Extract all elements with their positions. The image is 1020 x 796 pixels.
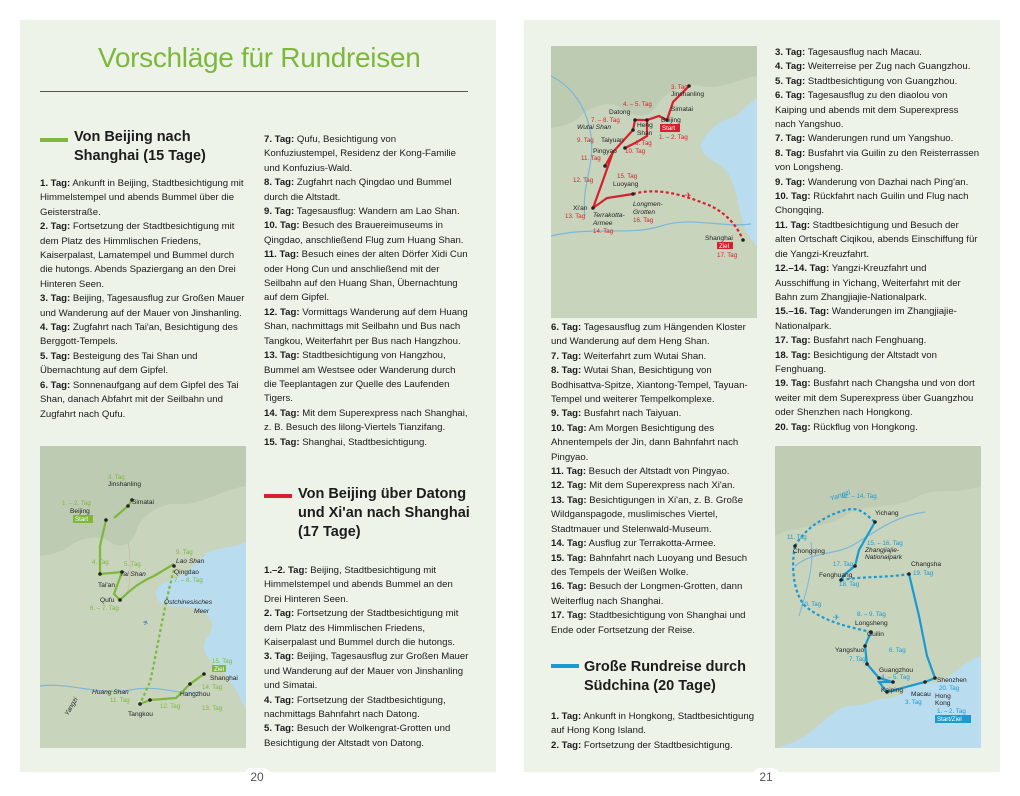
map2-wutai-day: 7. – 8. Tag xyxy=(591,117,620,124)
map3-fenghuang-day: 17. Tag xyxy=(833,561,854,568)
day-text: Besuch der Altstadt von Pingyao. xyxy=(586,466,730,478)
day-entry xyxy=(551,422,757,465)
map2-xian: Xi'an xyxy=(573,205,588,212)
route3-color-bar xyxy=(551,664,579,668)
map1-laoshan-day: 9. Tag xyxy=(176,549,193,556)
day-label: 7. Tag: xyxy=(264,134,295,145)
map1-ziel: Ziel xyxy=(214,666,224,673)
day-text: Busfahrt nach Changsha und von dort weiter mit dem Superexpress über Guangzhou oder Shenzhen nach Hongkong. xyxy=(775,378,975,419)
map1-qufu-day: 6. – 7. Tag xyxy=(90,605,119,612)
map1-beijing-day: 1. – 2. Tag xyxy=(62,500,91,507)
day-text: Fortsetzung der Stadtbesichtigung, nachmittags Bahnfahrt nach Datong. xyxy=(264,694,446,721)
day-label: 7. Tag: xyxy=(775,133,806,145)
map2-pingyao: Pingyao xyxy=(593,148,617,155)
map2-jinshanling-day: 3. Tag xyxy=(671,84,688,91)
day-label: 9. Tag: xyxy=(551,408,582,420)
day-entry xyxy=(551,364,757,407)
route2-map-svg xyxy=(551,46,757,318)
day-entry xyxy=(775,262,981,305)
map2-shanghai: Shanghai xyxy=(705,235,733,242)
day-entry xyxy=(551,321,757,350)
day-entry xyxy=(264,176,470,205)
map3-day3: 3. Tag xyxy=(905,699,922,706)
route2-color-bar xyxy=(264,494,292,498)
map3-changsha: Changsha xyxy=(911,561,942,568)
day-entry xyxy=(264,248,470,306)
day-label: 13. Tag: xyxy=(551,494,587,506)
day-label: 6. Tag: xyxy=(40,379,71,391)
day-entry xyxy=(264,407,470,436)
route1-days-col1 xyxy=(40,177,246,422)
map1-shanghai: Shanghai xyxy=(210,675,238,682)
day-text: Beijing, Stadtbesichtigung mit Himmelstempel und abends Bummel an den Drei Hinteren Seen. xyxy=(264,565,453,605)
map1-taishan-day5: 5. Tag xyxy=(124,561,141,568)
day-label: 15. Tag: xyxy=(551,552,587,564)
map1-sea: Ostchinesisches xyxy=(164,599,213,606)
day-text: Wanderung von Dazhai nach Ping'an. xyxy=(805,176,969,188)
route3-heading xyxy=(584,658,746,696)
map1-qingdao-day: 7. – 8. Tag xyxy=(174,577,203,584)
map1-laoshan: Lao Shan xyxy=(176,558,205,565)
day-text: Tagesausflug nach Macau. xyxy=(805,47,922,58)
map2-taiyuan: Taiyuan xyxy=(601,137,624,144)
day-text: Ankunft in Beijing, Stadtbesichtigung mit Himmelstempel und abends Bummel über die Geisterstraße. xyxy=(40,178,244,218)
day-text: Fortsetzung der Stadtbesichtigung mit dem Platz des Himmlischen Friedens, Kaiserpalast und Bummel durch die hutongs. xyxy=(264,608,459,649)
day-label: 9. Tag: xyxy=(775,176,806,188)
map2-taiyuan-day: 9. Tag xyxy=(577,137,594,144)
page-title: Vorschläge für Rundreisen xyxy=(98,42,421,73)
map3-day10: 10. Tag xyxy=(801,601,822,608)
day-label: 11. Tag: xyxy=(264,249,300,261)
map3-day12: 1. – 2. Tag xyxy=(937,708,966,715)
map2-longmen-day: 16. Tag xyxy=(633,217,654,224)
route2-heading-line1: Von Beijing über Datong xyxy=(298,486,467,502)
day-entry xyxy=(264,349,470,407)
day-label: 3. Tag: xyxy=(40,293,71,305)
map1-taishan-day4: 4. Tag xyxy=(92,559,109,566)
day-text: Beijing, Tagesausflug zur Großen Mauer und Wanderung auf der Mauer von Jinshanling. xyxy=(40,293,245,319)
map3-day11: 11. Tag xyxy=(787,534,807,541)
day-label: 5. Tag: xyxy=(775,75,806,87)
map2-simatai: Simatai xyxy=(671,106,693,113)
map3-guangzhou: Guangzhou xyxy=(879,667,914,674)
day-text: Tagesausflug: Wandern am Lao Shan. xyxy=(294,206,460,218)
map1-huangshan-day: 11. Tag xyxy=(110,697,130,704)
day-label: 12. Tag: xyxy=(551,480,587,492)
map1-simatai: Simatai xyxy=(132,499,154,506)
map1-qufu: Qufu xyxy=(100,597,115,604)
day-label: 6. Tag: xyxy=(551,322,582,333)
day-text: Besichtigungen in Xi'an, z. B. Große Wildganspagode, muslimisches Viertel, Stadtmauer und Stelenwald-Museum. xyxy=(551,494,744,535)
day-label: 11. Tag: xyxy=(551,466,587,478)
day-label: 12. Tag: xyxy=(264,306,300,318)
route1-color-bar xyxy=(40,138,68,142)
day-label: 15. Tag: xyxy=(264,436,300,448)
day-text: Mit dem Superexpress nach Xi'an. xyxy=(586,480,736,492)
day-text: Besuch der Longmen-Grotten, dann Weiterflug nach Shanghai. xyxy=(551,581,743,607)
map2-terrakotta: Terrakotta- xyxy=(593,212,625,219)
day-text: Bahnfahrt nach Luoyang und Besuch des Tempels der Weißen Wolke. xyxy=(551,552,748,578)
day-label: 2. Tag: xyxy=(551,739,582,751)
map2-grotten: Grotten xyxy=(633,209,655,216)
map3-hongkong2: Kong xyxy=(935,700,951,707)
day-entry xyxy=(264,133,470,176)
day-entry xyxy=(775,89,981,132)
day-entry xyxy=(775,132,981,146)
day-text: Mit dem Superexpress nach Shanghai, z. B. Besuch des lilong-Viertels Tianzifang. xyxy=(264,407,468,434)
route1-heading-line1: Von Beijing nach xyxy=(74,129,191,145)
day-text: Besuch der Wolkengrat-Grotten und Besichtigung der Altstadt von Datong. xyxy=(264,723,451,749)
route3-map-svg xyxy=(775,446,981,748)
route3-days-col2 xyxy=(775,46,981,435)
day-label: 8. Tag: xyxy=(775,147,806,159)
day-label: 16. Tag: xyxy=(551,581,587,593)
day-text: Weiterfahrt zum Wutai Shan. xyxy=(581,350,707,362)
day-label: 5. Tag: xyxy=(40,350,71,362)
day-entry xyxy=(551,710,757,739)
day-text: Shanghai, Stadtbesichtigung. xyxy=(299,436,428,448)
day-label: 15.–16. Tag: xyxy=(775,306,830,318)
map3-day18: 18. Tag xyxy=(839,581,860,588)
day-label: 14. Tag: xyxy=(264,407,300,419)
map2-heng-day: 6. Tag xyxy=(635,140,652,147)
day-entry xyxy=(264,564,470,607)
route1-heading-line2: Shanghai (15 Tage) xyxy=(74,148,206,164)
map2-xian-day: 13. Tag xyxy=(565,213,586,220)
map3-startziel: Start/Ziel xyxy=(937,716,962,723)
svg-text:✈: ✈ xyxy=(142,618,151,627)
map3-shenzhen: Shenzhen xyxy=(937,677,967,684)
map1-taian: Tai'an xyxy=(98,582,116,589)
map1-tangkou-day: 12. Tag xyxy=(160,703,181,710)
map1-huangshan: Huang Shan xyxy=(92,689,129,696)
page-number-right: 21 xyxy=(752,768,780,786)
map2-day11: 11. Tag xyxy=(581,155,601,162)
day-text: Beijing, Tagesausflug zur Großen Mauer und Wanderung auf der Mauer von Jinshanling und Simatai. xyxy=(264,651,469,692)
day-entry xyxy=(775,334,981,348)
day-label: 5. Tag: xyxy=(264,723,295,735)
map1-hangzhou-day: 14. Tag xyxy=(202,684,223,691)
map3-hongkong: Hong xyxy=(935,693,951,700)
route3-map xyxy=(775,446,981,748)
day-label: 11. Tag: xyxy=(775,219,811,231)
map1-sea2: Meer xyxy=(194,608,210,615)
day-entry xyxy=(775,349,981,378)
day-entry xyxy=(775,46,981,60)
map2-longmen: Longmen- xyxy=(633,201,663,208)
day-text: Zugfahrt nach Qingdao und Bummel durch die Altstadt. xyxy=(264,177,452,203)
day-text: Stadtbesichtigung und Besuch der alten Ortschaft Ciqikou, abends Einschiffung für die Yangzi-Kreuzfahrt. xyxy=(775,219,978,260)
map2-hengshan: Heng xyxy=(637,122,653,129)
map1-shanghai-day: 15. Tag xyxy=(212,658,233,665)
day-entry xyxy=(264,650,470,693)
day-label: 9. Tag: xyxy=(264,206,295,218)
day-label: 1.–2. Tag: xyxy=(264,565,308,576)
day-entry xyxy=(40,321,246,350)
svg-text:✈: ✈ xyxy=(833,613,840,622)
day-label: 10. Tag: xyxy=(264,220,300,232)
map1-beijing: Beijing xyxy=(70,508,90,515)
route2-days-col-right xyxy=(551,321,757,638)
day-text: Stadtbesichtigung von Guangzhou. xyxy=(805,75,958,87)
day-text: Besuch des Brauereimuseums in Qingdao, anschließend Flug zum Huang Shan. xyxy=(264,220,464,246)
day-entry xyxy=(264,722,470,751)
route2-days-col xyxy=(264,564,470,751)
day-text: Stadtbesichtigung von Shanghai und Ende oder Fortsetzung der Reise. xyxy=(551,610,746,636)
day-text: Sonnenaufgang auf dem Gipfel des Tai Shan, danach Abfahrt mit der Seilbahn und Zugfahrt nach Qufu. xyxy=(40,379,239,420)
day-text: Am Morgen Besichtigung des Ahnentempels der Jin, dann Bahnfahrt nach Pingyao. xyxy=(551,422,739,463)
day-entry xyxy=(551,552,757,581)
day-entry xyxy=(775,421,981,435)
day-text: Besuch eines der alten Dörfer Xidi Cun oder Hong Cun und anschließend mit der Seilbahn auf den Huang Shan, Übernachtung auf dem Gipfel. xyxy=(264,249,468,304)
day-entry xyxy=(264,436,470,450)
map2-start: Start xyxy=(662,125,676,132)
day-text: Busfahrt via Guilin zu den Reisterrassen von Longsheng. xyxy=(775,147,980,174)
map3-macau: Macau xyxy=(911,691,931,698)
map3-yichang: Yichang xyxy=(875,510,899,517)
day-label: 20. Tag: xyxy=(775,421,811,433)
day-label: 10. Tag: xyxy=(775,191,811,203)
route2-heading-line2: und Xi'an nach Shanghai xyxy=(298,505,470,521)
route2-heading xyxy=(298,485,470,542)
day-text: Ausflug zur Terrakotta-Armee. xyxy=(586,538,716,550)
day-label: 8. Tag: xyxy=(264,177,295,189)
day-entry xyxy=(40,177,246,220)
day-entry xyxy=(775,377,981,420)
route2-map xyxy=(551,46,757,318)
day-entry xyxy=(264,607,470,650)
map2-luoyang-day: 15. Tag xyxy=(617,173,638,180)
day-entry xyxy=(551,479,757,493)
day-entry xyxy=(40,220,246,292)
day-label: 4. Tag: xyxy=(264,694,295,706)
map2-day12: 12. Tag xyxy=(573,177,594,184)
map3-day20: 20. Tag xyxy=(939,685,960,692)
day-entry xyxy=(775,147,981,176)
map2-jinshanling: Jinshanling xyxy=(671,91,704,98)
title-divider xyxy=(40,91,468,92)
day-label: 3. Tag: xyxy=(264,651,295,663)
map2-datong: Datong xyxy=(609,109,631,116)
day-text: Besichtigung der Altstadt von Fenghuang. xyxy=(775,349,937,375)
day-entry xyxy=(775,219,981,262)
day-entry xyxy=(551,350,757,364)
day-text: Besteigung des Tai Shan und Übernachtung auf dem Gipfel. xyxy=(40,350,198,377)
day-label: 1. Tag: xyxy=(40,178,71,189)
day-entry xyxy=(551,580,757,609)
map2-beijing-day: 1. – 2. Tag xyxy=(659,134,688,141)
day-label: 1. Tag: xyxy=(551,711,582,722)
map3-day7: 7. Tag xyxy=(849,656,866,663)
day-text: Tagesausflug zu den diaolou von Kaiping und abends mit dem Superexpress nach Yangshuo. xyxy=(775,90,959,131)
route2-heading-line3: (17 Tage) xyxy=(298,524,361,540)
day-label: 17. Tag: xyxy=(775,335,811,347)
day-label: 3. Tag: xyxy=(775,47,806,58)
day-text: Fortsetzung der Stadtbesichtigung. xyxy=(581,739,733,751)
day-label: 14. Tag: xyxy=(551,538,587,550)
map1-yangzi: Yangzi xyxy=(63,696,80,717)
day-text: Fortsetzung der Stadtbesichtigung mit dem Platz des Himmlischen Friedens, Kaiserpalast, Lamatempel und Bummel durch die hutongs. Abends Spaziergang an den Drei Hinteren Seen. xyxy=(40,221,236,290)
day-text: Stadtbesichtigung von Hangzhou, Bummel am Westsee oder Wanderung durch die Teeplantagen zur Quelle des Laufenden Tigers. xyxy=(264,350,456,405)
map1-qingdao: Qingdao xyxy=(174,569,199,576)
map2-wutai: Wutai Shan xyxy=(577,124,612,131)
page-number-left: 20 xyxy=(243,768,271,786)
day-text: Vormittags Wanderung auf dem Huang Shan, nachmittags mit Seilbahn und Bus nach Tangkou, Weiterfahrt per Bus nach Hangzhou. xyxy=(264,306,468,347)
day-text: Ankunft in Hongkong, Stadtbesichtigung auf Hong Kong Island. xyxy=(551,711,755,737)
map1-hangzhou-day2: 13. Tag xyxy=(202,705,223,712)
map1-jinshanling: Jinshanling xyxy=(108,481,141,488)
map3-day1214: 12. – 14. Tag xyxy=(841,493,877,500)
map2-shanghai-day: 17. Tag xyxy=(717,252,738,259)
day-entry xyxy=(40,379,246,422)
map1-hangzhou: Hangzhou xyxy=(180,691,211,698)
day-entry xyxy=(264,306,470,349)
day-label: 18. Tag: xyxy=(775,349,811,361)
map3-guang-day: 4. – 5. Tag xyxy=(881,674,910,681)
route1-days-col2 xyxy=(264,133,470,450)
route1-map xyxy=(40,446,246,748)
map3-fenghuang: Fenghuang xyxy=(819,572,853,579)
day-text: Wutai Shan, Besichtigung von Bodhisattva-Spitze, Xiantong-Tempel, Tayuan-Tempel und weiterer Tempelkomplexe. xyxy=(551,365,748,406)
map3-changsha-day: 19. Tag xyxy=(913,570,934,577)
day-label: 17. Tag: xyxy=(551,610,587,622)
map2-terra-day: 14. Tag xyxy=(593,228,614,235)
map3-chongqing: Chongqing xyxy=(793,548,825,555)
route3-days-col1 xyxy=(551,710,757,753)
map2-pingyao-day: 10. Tag xyxy=(625,148,646,155)
day-entry xyxy=(775,305,981,334)
map3-zhang: Zhangjiajie- xyxy=(865,547,900,554)
day-text: Rückfahrt nach Guilin und Flug nach Chongqing. xyxy=(775,191,969,217)
day-label: 4. Tag: xyxy=(775,61,806,73)
day-text: Busfahrt nach Fenghuang. xyxy=(810,335,927,347)
map2-beijing: Beijing xyxy=(661,117,681,124)
day-label: 13. Tag: xyxy=(264,350,300,362)
route1-heading xyxy=(74,128,206,166)
route3-heading-line1: Große Rundreise durch xyxy=(584,659,746,675)
map3-zhang2: Nationalpark xyxy=(865,554,903,561)
day-entry xyxy=(264,219,470,248)
map2-luoyang: Luoyang xyxy=(613,181,639,188)
day-text: Wanderungen im Zhangjiajie-Nationalpark. xyxy=(775,306,957,332)
day-entry xyxy=(40,350,246,379)
day-entry xyxy=(40,292,246,321)
map2-hengshan2: Shan xyxy=(637,130,653,137)
day-entry xyxy=(775,176,981,190)
day-entry xyxy=(775,60,981,74)
day-label: 10. Tag: xyxy=(551,422,587,434)
day-entry xyxy=(551,407,757,421)
day-label: 4. Tag: xyxy=(40,322,71,334)
day-entry xyxy=(551,465,757,479)
day-label: 6. Tag: xyxy=(775,90,806,102)
route3-heading-line2: Südchina (20 Tage) xyxy=(584,678,716,694)
day-label: 7. Tag: xyxy=(551,350,582,362)
day-label: 2. Tag: xyxy=(264,608,295,620)
day-text: Weiterreise per Zug nach Guangzhou. xyxy=(805,61,971,73)
map2-ziel: Ziel xyxy=(719,243,729,250)
map3-longsheng: Longsheng xyxy=(855,620,888,627)
map3-zhang-day: 15. – 16. Tag xyxy=(867,540,903,547)
map3-day6: 6. Tag xyxy=(889,647,906,654)
day-entry xyxy=(775,75,981,89)
day-entry xyxy=(551,609,757,638)
map1-jinshanling-day: 3. Tag xyxy=(108,474,125,481)
day-text: Busfahrt nach Taiyuan. xyxy=(581,408,682,420)
day-text: Zugfahrt nach Tai'an, Besichtigung des Berggott-Tempels. xyxy=(40,322,238,348)
day-entry xyxy=(551,537,757,551)
day-text: Yangzi-Kreuzfahrt und Ausschiffung in Yichang, Weiterfahrt mit der Bahn zum Zhangjiajie-Nationalpark. xyxy=(775,263,961,303)
map3-longsheng-day: 8. – 9. Tag xyxy=(857,611,886,618)
map3-yangzi: Yangzi xyxy=(829,489,852,503)
map2-armee: Armee xyxy=(593,220,613,227)
day-entry xyxy=(551,494,757,537)
map1-tangkou: Tangkou xyxy=(128,711,153,718)
day-text: Tagesausflug zum Hängenden Kloster und Wanderung auf dem Heng Shan. xyxy=(551,322,746,348)
map2-datong-day: 4. – 5. Tag xyxy=(623,101,652,108)
map3-yangshuo: Yangshuo xyxy=(835,647,865,654)
day-label: 19. Tag: xyxy=(775,378,811,390)
day-text: Wanderungen rund um Yangshuo. xyxy=(805,133,954,145)
route1-map-svg xyxy=(40,446,246,748)
day-entry xyxy=(775,190,981,219)
day-label: 8. Tag: xyxy=(551,365,582,377)
map3-guilin: Guilin xyxy=(867,631,884,638)
map1-start: Start xyxy=(75,516,89,523)
day-label: 2. Tag: xyxy=(40,221,71,233)
day-label: 12.–14. Tag: xyxy=(775,263,830,275)
day-entry xyxy=(264,694,470,723)
map3-kaiping: Kaiping xyxy=(881,687,903,694)
day-entry xyxy=(551,739,757,753)
day-text: Rückflug von Hongkong. xyxy=(810,421,918,433)
day-entry xyxy=(264,205,470,219)
svg-text:✈: ✈ xyxy=(685,191,692,200)
map1-taishan: Tai Shan xyxy=(120,571,146,578)
day-text: Qufu, Besichtigung von Konfuziustempel, Residenz der Kong-Familie und Konfuzius-Wald. xyxy=(264,134,456,174)
